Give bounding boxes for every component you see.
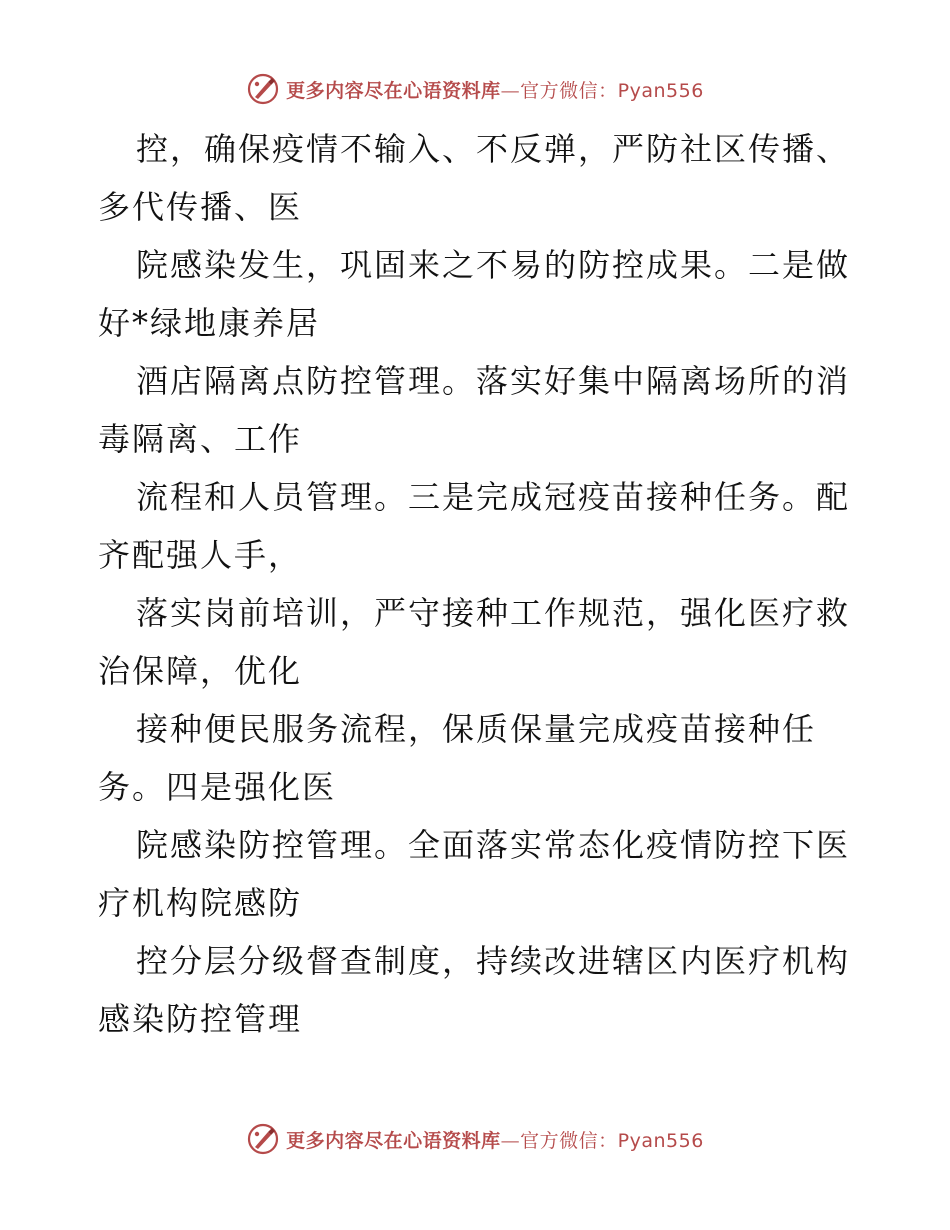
footer-banner-separator: — [500, 1129, 521, 1152]
footer-banner-wechat: 官方微信：Pyan556 [520, 1129, 704, 1152]
paragraph-line: 控，确保疫情不输入、不反弹，严防社区传播、多代传播、医 [98, 130, 851, 226]
header-banner [0, 72, 950, 106]
document-body [98, 120, 858, 1048]
footer-banner-title: 更多内容尽在心语资料库 [286, 1129, 501, 1152]
footer-banner [0, 1122, 950, 1156]
paragraph-line: 酒店隔离点防控管理。落实好集中隔离场所的消毒隔离、工作 [98, 362, 851, 458]
header-banner-text [286, 76, 704, 103]
header-banner-separator: — [500, 79, 521, 102]
paragraph-line: 控分层分级督查制度，持续改进辖区内医疗机构感染防控管理 [98, 942, 851, 1038]
header-banner-wechat: 官方微信：Pyan556 [520, 79, 704, 102]
paragraph-line: 院感染发生，巩固来之不易的防控成果。二是做好*绿地康养居 [98, 246, 851, 342]
pen-logo-icon [246, 1122, 280, 1156]
paragraph-line: 流程和人员管理。三是完成冠疫苗接种任务。配齐配强人手， [98, 478, 851, 574]
pen-logo-icon [246, 72, 280, 106]
paragraph-line: 落实岗前培训，严守接种工作规范，强化医疗救治保障，优化 [98, 594, 851, 690]
paragraph-line: 院感染防控管理。全面落实常态化疫情防控下医疗机构院感防 [98, 826, 851, 922]
paragraph-line: 接种便民服务流程，保质保量完成疫苗接种任务。四是强化医 [98, 710, 817, 806]
header-banner-title: 更多内容尽在心语资料库 [286, 79, 501, 102]
footer-banner-text [286, 1126, 704, 1153]
